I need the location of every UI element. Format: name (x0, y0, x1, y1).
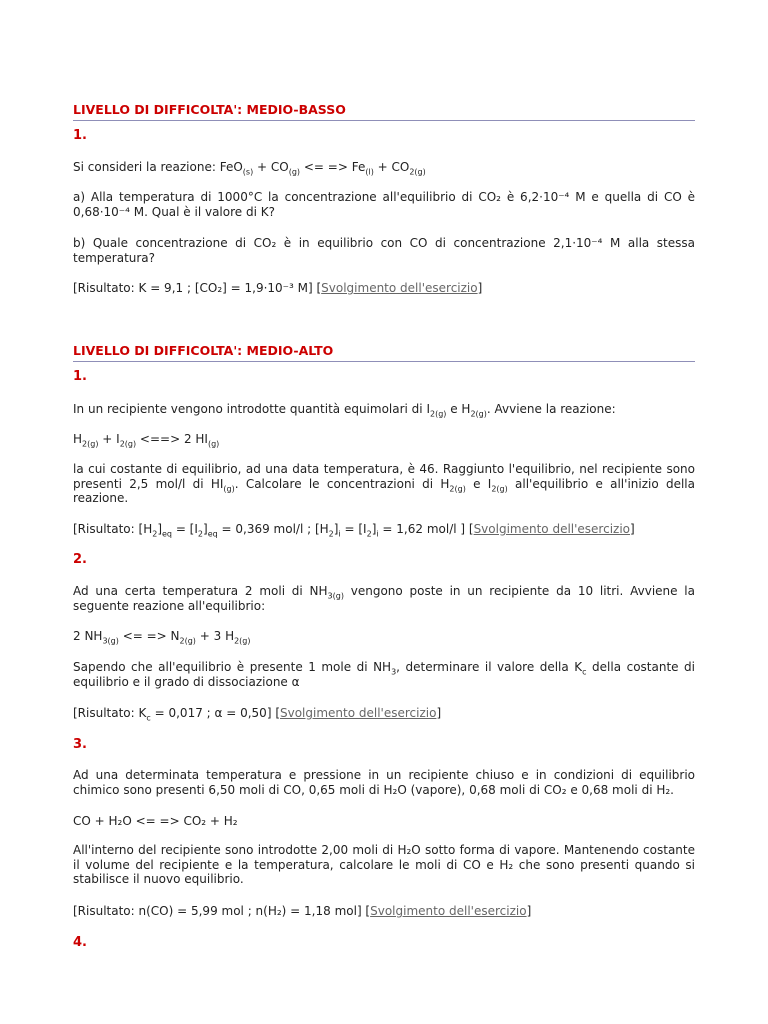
exercise-intro: In un recipiente vengono introdotte quantità equimolari di $I_{2(g)}$ e $H_{2(g)}$. Avviene la reazione: (73, 402, 616, 419)
exercise-intro: Ad una certa temperatura 2 moli di $NH_{3(g)}$ vengono poste in un recipiente da 10 litri. Avviene la seguente reazione all'equilibrio: (73, 584, 695, 613)
exercise-result: [Risultato: $K_c = 0,017$ ; α = 0,50] [Svolgimento dell'esercizio] (73, 706, 442, 723)
section-medio-basso (73, 102, 695, 121)
exercise-number: 2. (73, 552, 87, 567)
exercise-text: Sapendo che all'equilibrio è presente 1 mole di $NH_3$, determinare il valore della $K_c$ della costante di equilibrio e il grado di dissociazione α (73, 660, 695, 689)
section-title: LIVELLO DI DIFFICOLTA': MEDIO-BASSO (73, 102, 695, 121)
reaction-equation: CO + H₂O <= => CO₂ + H₂ (73, 814, 238, 828)
exercise-number: 1. (73, 369, 87, 384)
exercise-result: [Risultato: n(CO) = 5,99 mol ; n(H₂) = 1,18 mol] [Svolgimento dell'esercizio] (73, 904, 532, 918)
solution-link[interactable]: Svolgimento dell'esercizio (280, 706, 437, 720)
exercise-text: la cui costante di equilibrio, ad una data temperatura, è 46. Raggiunto l'equilibrio, nel recipiente sono presenti 2,5 mol/l di $HI_{(g)}$. Calcolare le concentrazioni di $H_{2(g)}$ e $I_{2(g)}$ all'equilibrio e all'inizio della reazione. (73, 462, 695, 505)
reaction-equation: $H_{2(g)} + I_{2(g)}$ <==> 2 $HI_{(g)}$ (73, 432, 220, 449)
solution-link[interactable]: Svolgimento dell'esercizio (473, 522, 631, 536)
exercise-question-b: b) Quale concentrazione di CO₂ è in equilibrio con CO di concentrazione 2,1·10⁻⁴ M alla stessa temperatura? (73, 236, 695, 265)
exercise-number: 3. (73, 737, 87, 752)
exercise-number: 1. (73, 128, 87, 143)
exercise-question-a: a) Alla temperatura di 1000°C la concentrazione all'equilibrio di CO₂ è 6,2·10⁻⁴ M e quella di CO è 0,68·10⁻⁴ M. Qual è il valore di K? (73, 190, 695, 219)
exercise-intro: Si consideri la reazione: $FeO_{(s)} + CO_{(g)}$ <= => $Fe_{(l)} + CO_{2(g)}$ (73, 160, 426, 177)
solution-link[interactable]: Svolgimento dell'esercizio (370, 904, 527, 918)
exercise-result: [Risultato: $[H_2]_{eq} = [I_2]_{eq} = 0,369$ mol/l ; $[H_2]_i = [I_2]_i = 1,62$ mol/l ] [Svolgimento dell'esercizio] (73, 522, 635, 539)
section-title: LIVELLO DI DIFFICOLTA': MEDIO-ALTO (73, 343, 695, 362)
exercise-text: All'interno del recipiente sono introdotte 2,00 moli di H₂O sotto forma di vapore. Mantenendo costante il volume del recipiente e la temperatura, calcolare le moli di CO e H₂ che sono presenti quando si stabilisce il nuovo equilibrio. (73, 843, 695, 886)
exercise-result: [Risultato: K = 9,1 ; [CO₂] = 1,9·10⁻³ M] [Svolgimento dell'esercizio] (73, 281, 483, 295)
exercise-intro: Ad una determinata temperatura e pressione in un recipiente chiuso e in condizioni di equilibrio chimico sono presenti 6,50 moli di CO, 0,65 moli di H₂O (vapore), 0,68 moli di CO₂ e 0,68 moli di H₂. (73, 768, 695, 797)
exercise-number: 4. (73, 935, 87, 950)
reaction-equation: 2 $NH_{3(g)}$ <= => $N_{2(g)} + 3$ $H_{2(g)}$ (73, 629, 251, 646)
solution-link[interactable]: Svolgimento dell'esercizio (321, 281, 478, 295)
section-medio-alto (73, 343, 695, 362)
